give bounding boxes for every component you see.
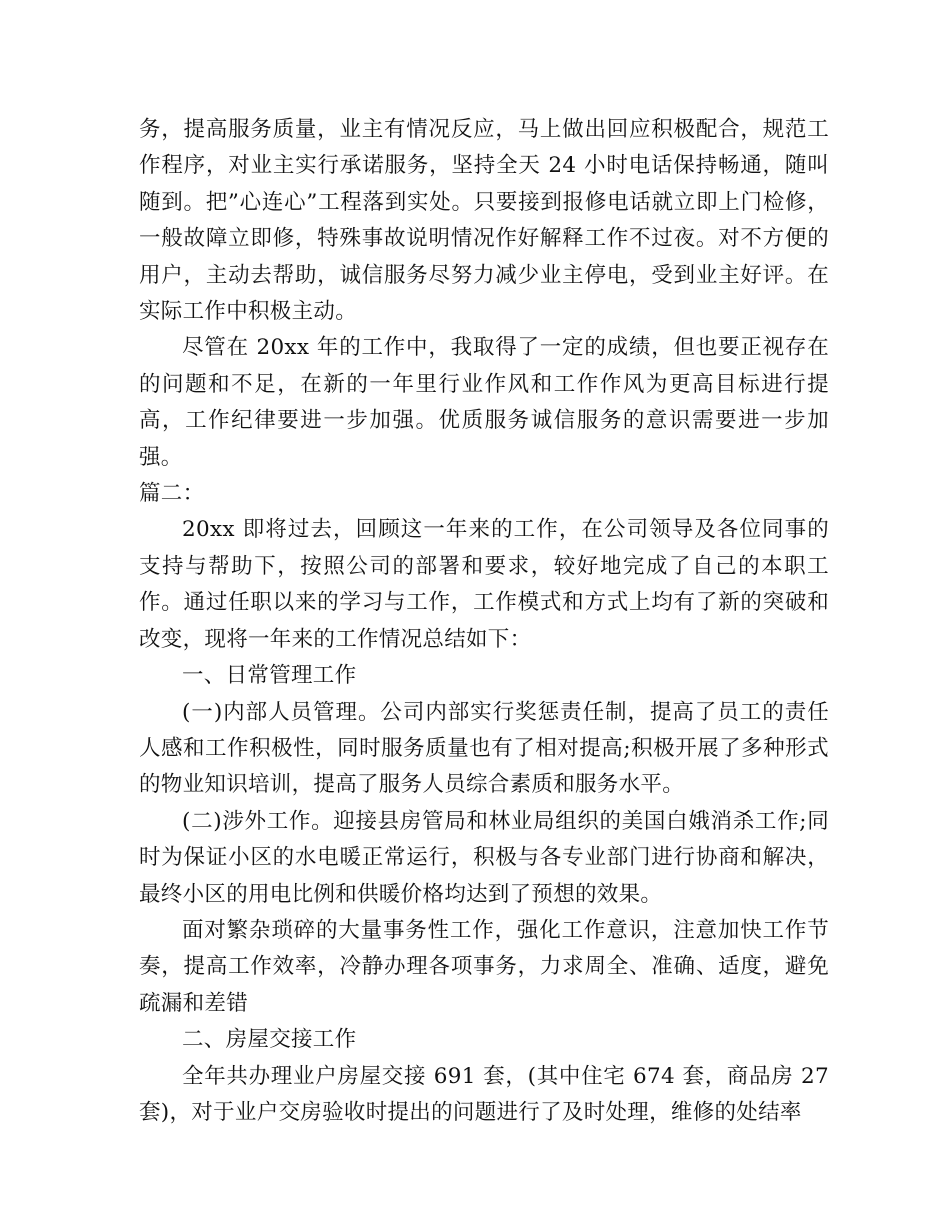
heading-daily-management: 一、日常管理工作 [182,663,357,689]
paragraph-shortcomings: 尽管在 20xx 年的工作中，我取得了一定的成绩，但也要正视存在的问题和不足，在新的一年里行业作风和工作作风为更高目标进行提高，工作纪律要进一步加强。优质服务诚信服务的意识需要进一步加强。 [139,335,829,470]
heading-house-handover: 二、房屋交接工作 [182,1027,357,1053]
paragraph-year-review: 20xx 即将过去，回顾这一年来的工作，在公司领导及各位同事的支持与帮助下，按照公司的部署和要求，较好地完成了自己的本职工作。通过任职以来的学习与工作，工作模式和方式上均有了新的突破和改变，现将一年来的工作情况总结如下： [139,517,829,652]
paragraph-internal-staff: (一)内部人员管理。公司内部实行奖惩责任制，提高了员工的责任人感和工作积极性，同时服务质量也有了相对提高;积极开展了多种形式的物业知识培训，提高了服务人员综合素质和服务水平。 [139,699,829,798]
document-body [139,112,829,1131]
paragraph-external-work: (二)涉外工作。迎接县房管局和林业局组织的美国白娥消杀工作;同时为保证小区的水电暖正常运行，积极与各专业部门进行协商和解决，最终小区的用电比例和供暖价格均达到了预想的效果。 [139,808,829,907]
paragraph-handover-statistics: 全年共办理业户房屋交接 691 套，(其中住宅 674 套，商品房 27 套)，对于业户交房验收时提出的问题进行了及时处理，维修的处结率 [139,1063,829,1125]
section-title-part-two: 篇二： [139,481,205,507]
paragraph-routine-affairs: 面对繁杂琐碎的大量事务性工作，强化工作意识，注意加快工作节奏，提高工作效率，冷静办理各项事务，力求周全、准确、适度，避免疏漏和差错 [139,917,829,1016]
paragraph-service-commitment: 务，提高服务质量，业主有情况反应，马上做出回应积极配合，规范工作程序，对业主实行承诺服务，坚持全天 24 小时电话保持畅通，随叫随到。把”心连心”工程落到实处。只要接到报修电话就立即上门检修，一般故障立即修，特殊事故说明情况作好解释工作不过夜。对不方便的用户，主动去帮助，诚信服务尽努力减少业主停电，受到业主好评。在实际工作中积极主动。 [139,117,829,325]
